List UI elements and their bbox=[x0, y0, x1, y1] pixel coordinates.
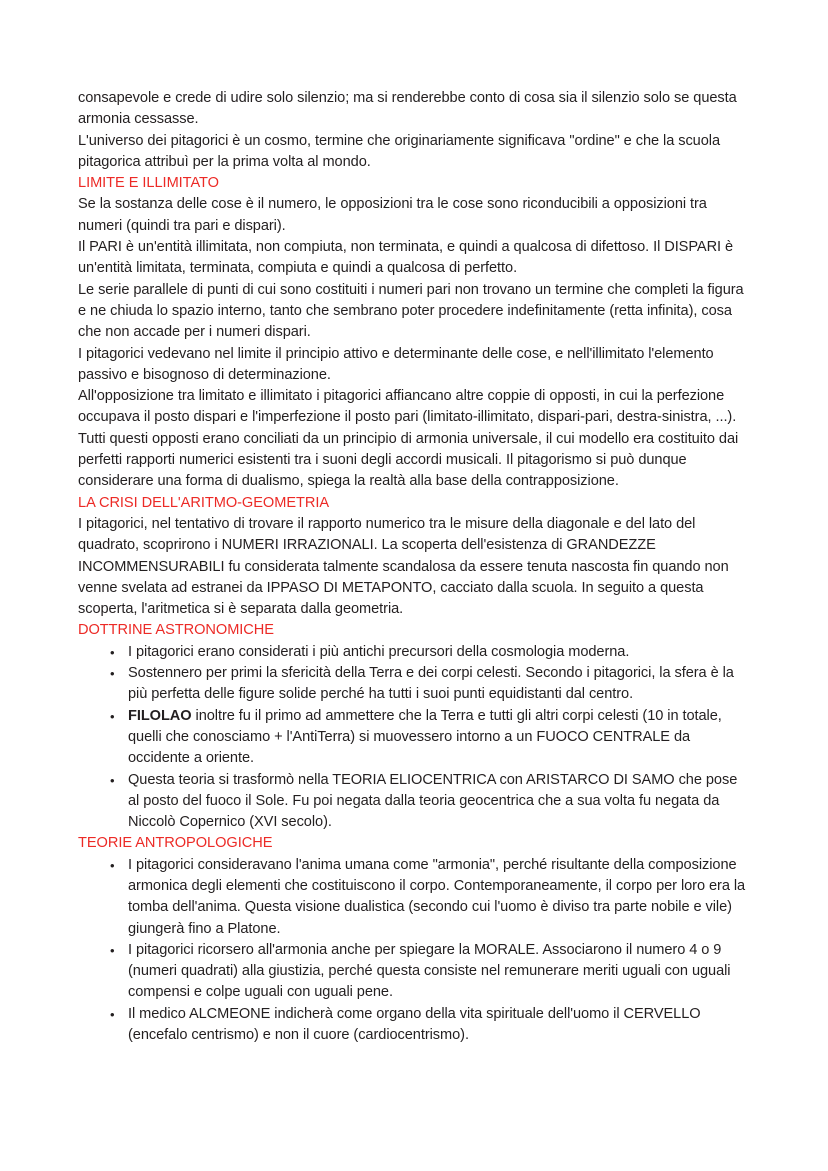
list-item-text bbox=[128, 642, 750, 663]
paragraph: L'universo dei pitagorici è un cosmo, termine che originariamente significava "ordine" e che la scuola pitagorica attribuì per la prima volta al mondo. bbox=[78, 132, 720, 170]
paragraph: I pitagorici, nel tentativo di trovare il rapporto numerico tra le misure della diagonale e del lato del quadrato, scoprirono i NUMERI IRRAZIONALI. La scoperta dell'esistenza di GRANDEZZE INCOMMENSURABILI fu considerata talmente scandalosa da essere tenuta nascosta fin quando non venne svelata ad estranei da IPPASO DI METAPONTO, cacciato dalla scuola. In seguito a questa scoperta, l'aritmetica si è separata dalla geometria. bbox=[78, 515, 729, 618]
list-item bbox=[78, 770, 750, 834]
section-heading: LA CRISI DELL'ARITMO-GEOMETRIA bbox=[78, 494, 330, 511]
paragraph: Il PARI è un'entità illimitata, non compiuta, non terminata, e quindi a qualcosa di difettoso. Il DISPARI è un'entità limitata, terminata, compiuta e quindi a qualcosa di perfetto. bbox=[78, 239, 734, 277]
bullet-point-icon: • bbox=[110, 644, 115, 660]
paragraph: All'opposizione tra limitato e illimitato i pitagorici affiancano altre coppie di opposti, in cui la perfezione occupava il posto dispari e l'imperfezione il posto pari (limitato-illimitato, dispari-pari, destra-sinistra, ...). bbox=[78, 388, 737, 426]
paragraph: I pitagorici vedevano nel limite il principio attivo e determinante delle cose, e nell'illimitato l'elemento passivo e bisognoso di determinazione. bbox=[78, 345, 714, 383]
paragraph: Se la sostanza delle cose è il numero, le opposizioni tra le cose sono riconducibili a opposizioni tra numeri (quindi tra pari e dispari). bbox=[78, 196, 707, 234]
bullet-point-icon: • bbox=[110, 666, 115, 682]
section-heading: TEORIE ANTROPOLOGICHE bbox=[78, 835, 273, 852]
list-item-body: I pitagorici consideravano l'anima umana come "armonia", perché risultante della composizione armonica degli elementi che costituiscono il corpo. Contemporaneamente, il corpo per loro era la tomba dell'anima. Questa visione dualistica (secondo cui l'uomo è diviso tra parte nobile e vile) giungerà fino a Platone. bbox=[128, 856, 746, 937]
list-item-body: inoltre fu il primo ad ammettere che la Terra e tutti gli altri corpi celesti (10 in totale, quelli che conosciamo + l'AntiTerra) si muovessero intorno a un FUOCO CENTRALE da occidente a oriente. bbox=[128, 707, 722, 767]
sections-container bbox=[78, 173, 750, 1046]
list-item-body: I pitagorici ricorsero all'armonia anche per spiegare la MORALE. Associarono il numero 4 o 9 (numeri quadrati) alla giustizia, perché questa consiste nel remunerare meriti uguali con uguali compensi e colpe uguali con uguali pene. bbox=[128, 941, 731, 1001]
list-item bbox=[78, 1004, 750, 1047]
bullet-list bbox=[78, 642, 750, 834]
list-item-body: Questa teoria si trasformò nella TEORIA ELIOCENTRICA con ARISTARCO DI SAMO che pose al posto del fuoco il Sole. Fu poi negata dalla teoria geocentrica che a sua volta fu negata da Niccolò Copernico (XVI secolo). bbox=[128, 771, 738, 831]
document-body bbox=[78, 88, 750, 1046]
document-section bbox=[78, 620, 750, 833]
bullet-point-icon: • bbox=[110, 942, 115, 958]
bullet-point-icon: • bbox=[110, 857, 115, 873]
list-item bbox=[78, 642, 750, 663]
list-item-text bbox=[128, 1004, 750, 1047]
document-section bbox=[78, 173, 750, 492]
list-item-emphasis: FILOLAO bbox=[128, 707, 192, 724]
list-item-body: Il medico ALCMEONE indicherà come organo della vita spirituale dell'uomo il CERVELLO (encefalo centrismo) e non il cuore (cardiocentrismo). bbox=[128, 1005, 701, 1044]
paragraph: Tutti questi opposti erano conciliati da un principio di armonia universale, il cui modello era costituito dai perfetti rapporti numerici esistenti tra i suoni degli accordi musicali. Il pitagorismo si può dunque considerare una forma di dualismo, spiega la realtà alla base della contrapposizione. bbox=[78, 430, 739, 490]
list-item bbox=[78, 663, 750, 706]
list-item-body: Sostennero per primi la sfericità della Terra e dei corpi celesti. Secondo i pitagorici, la sfera è la più perfetta delle figure solide perché ha tutti i suoi punti equidistanti dal centro. bbox=[128, 665, 734, 703]
bullet-list bbox=[78, 855, 750, 1047]
bullet-point-icon: • bbox=[110, 708, 115, 724]
list-item-body: I pitagorici erano considerati i più antichi precursori della cosmologia moderna. bbox=[128, 643, 630, 660]
list-item bbox=[78, 855, 750, 940]
list-item-text bbox=[128, 940, 750, 1004]
list-item bbox=[78, 940, 750, 1004]
list-item-text bbox=[128, 706, 750, 770]
list-item-text bbox=[128, 663, 750, 706]
document-section bbox=[78, 833, 750, 1046]
list-item bbox=[78, 706, 750, 770]
bullet-point-icon: • bbox=[110, 772, 115, 788]
list-item-text bbox=[128, 770, 750, 834]
section-heading: LIMITE E ILLIMITATO bbox=[78, 175, 219, 192]
document-section bbox=[78, 493, 750, 621]
section-heading: DOTTRINE ASTRONOMICHE bbox=[78, 622, 274, 639]
intro-paragraphs bbox=[78, 88, 750, 173]
paragraph: Le serie parallele di punti di cui sono costituiti i numeri pari non trovano un termine che completi la figura e ne chiuda lo spazio interno, tanto che sembrano poter procedere indefinitamente (retta infinita), cosa che non accade per i numeri dispari. bbox=[78, 281, 744, 341]
paragraph: consapevole e crede di udire solo silenzio; ma si renderebbe conto di cosa sia il silenzio solo se questa armonia cessasse. bbox=[78, 90, 737, 128]
bullet-point-icon: • bbox=[110, 1006, 115, 1022]
list-item-text bbox=[128, 855, 750, 940]
